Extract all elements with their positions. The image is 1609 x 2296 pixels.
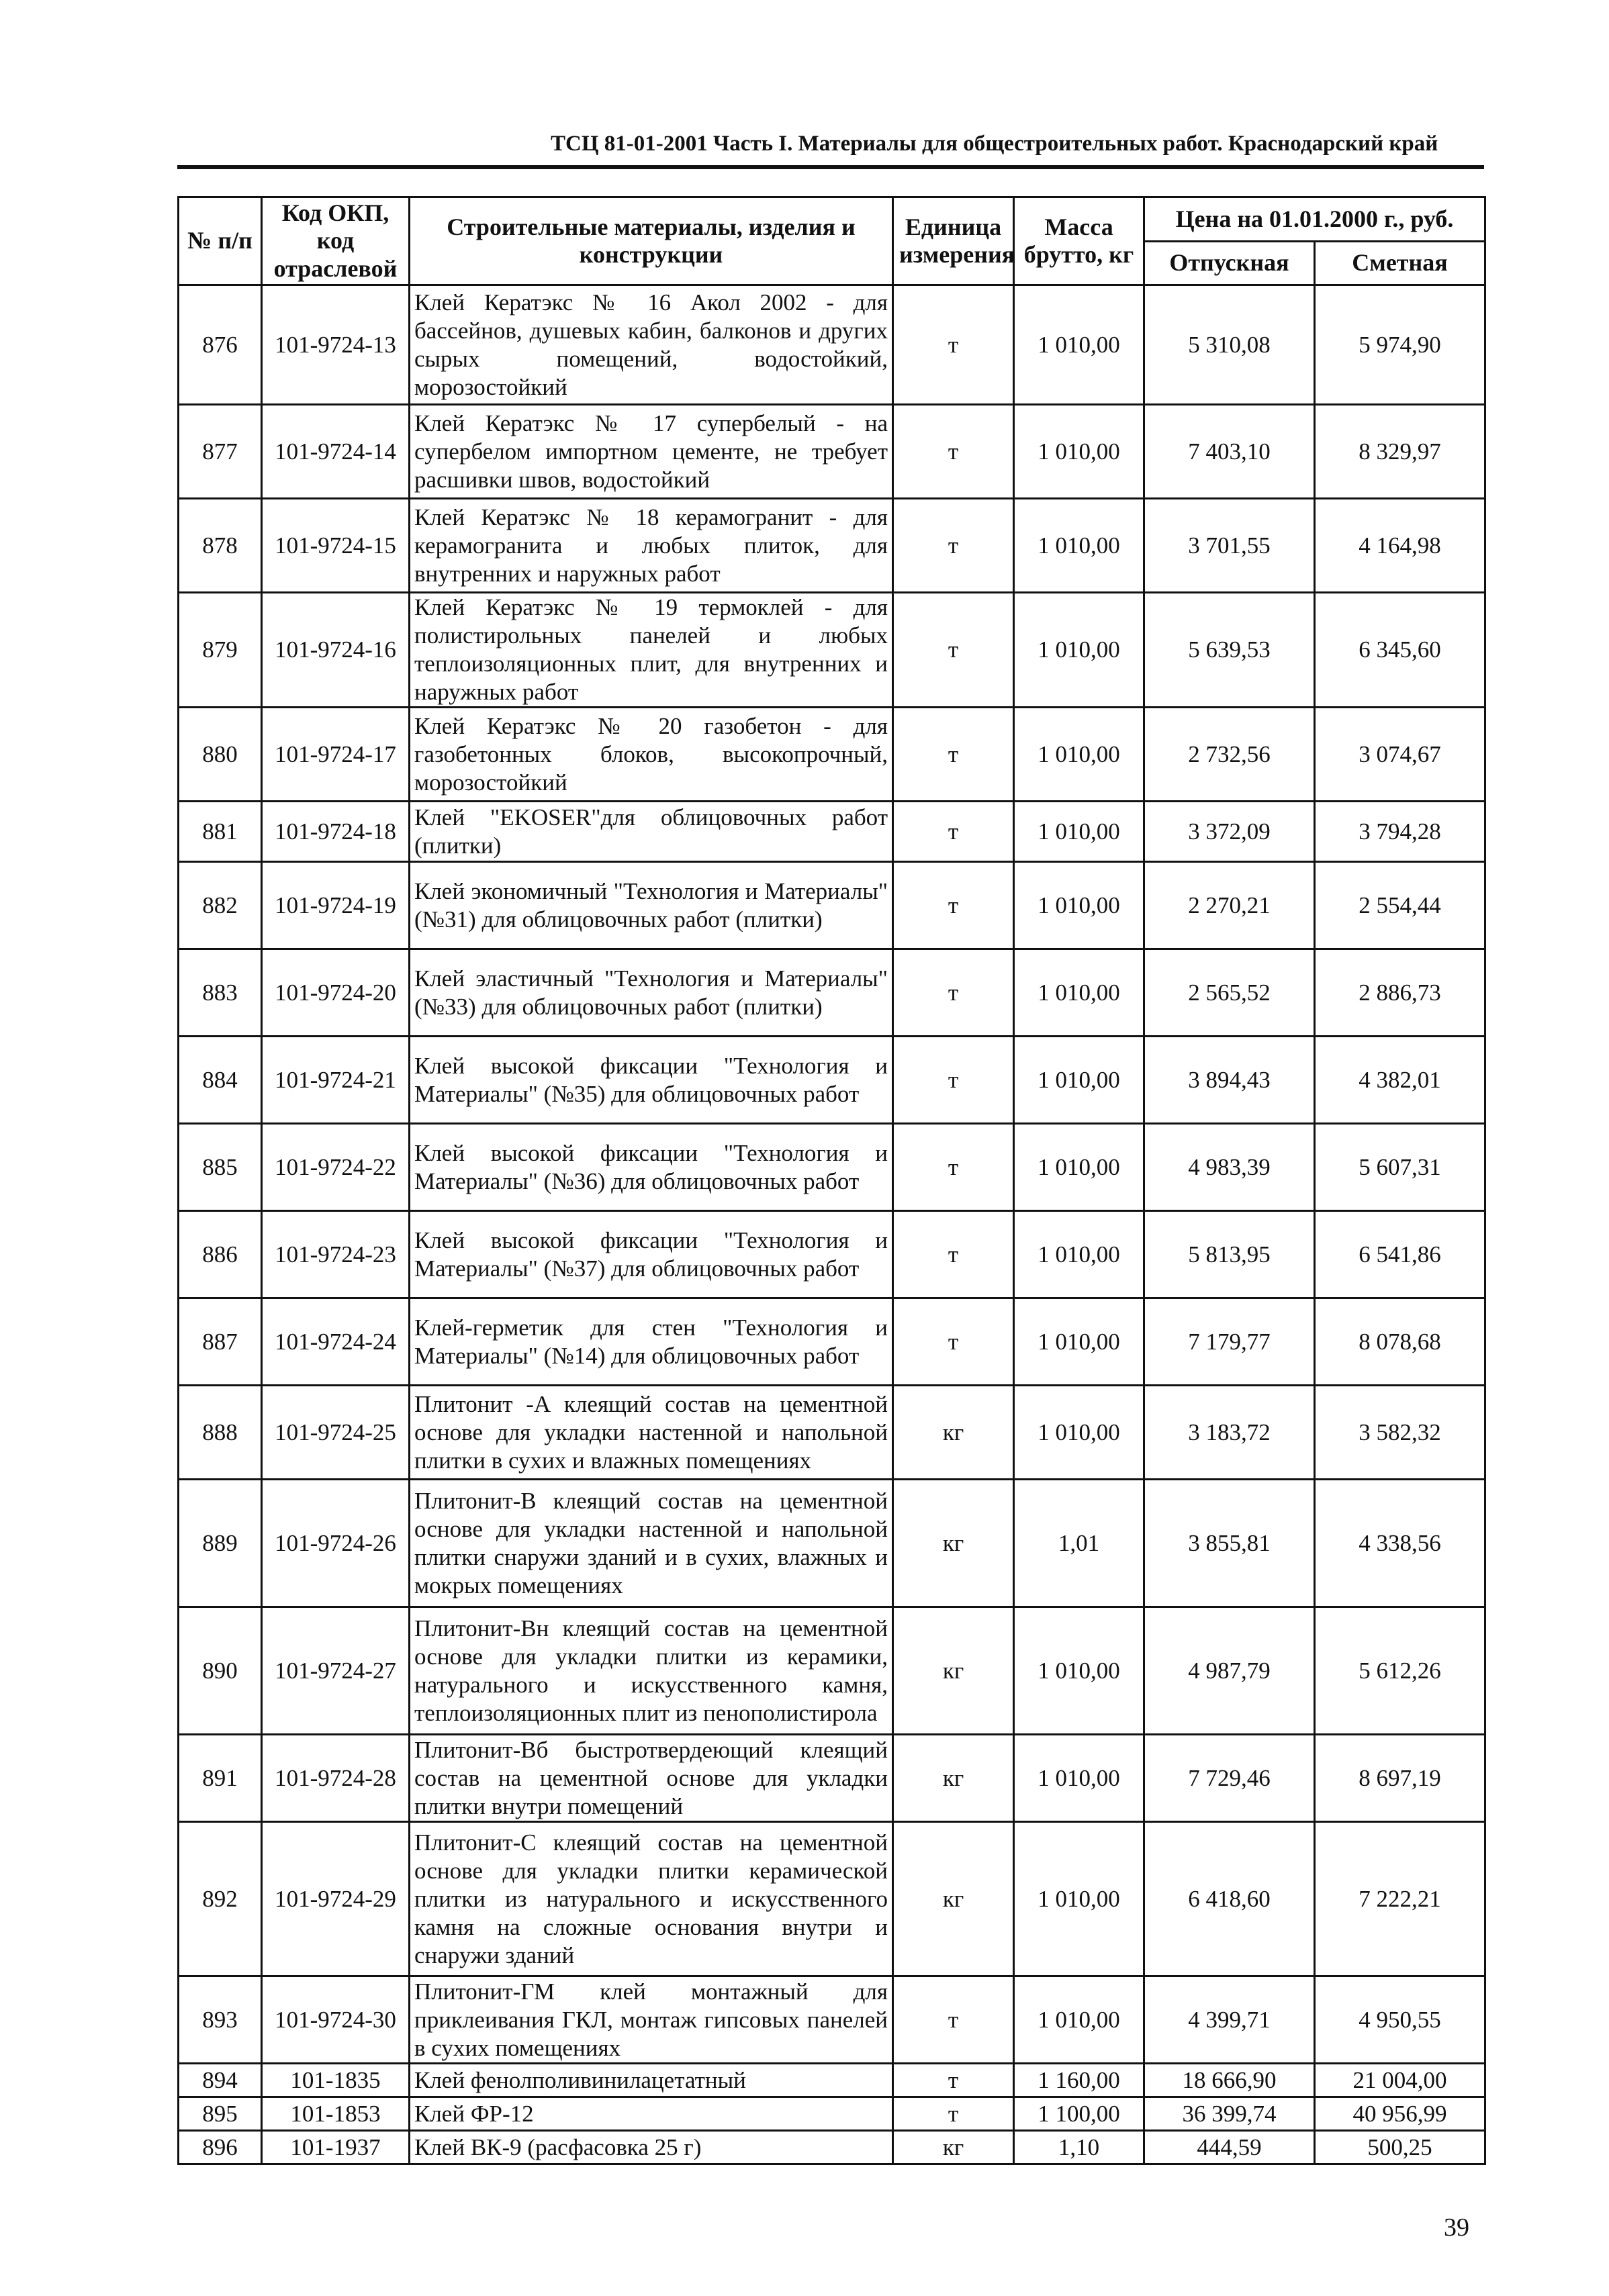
row-code: 101-9724-22 xyxy=(262,1124,410,1211)
row-name: Клей эластичный "Технология и Материалы" (№33) для облицовочных работ (плитки) xyxy=(410,949,893,1037)
row-code: 101-9724-15 xyxy=(262,499,410,593)
row-price-release: 3 183,72 xyxy=(1144,1386,1315,1480)
row-price-estimate: 8 697,19 xyxy=(1315,1735,1485,1822)
row-price-release: 2 565,52 xyxy=(1144,949,1315,1037)
row-price-estimate: 5 974,90 xyxy=(1315,285,1485,405)
row-mass: 1 010,00 xyxy=(1014,1211,1144,1298)
table-row xyxy=(179,1735,1485,1822)
row-code: 101-9724-14 xyxy=(262,405,410,499)
row-number: 884 xyxy=(179,1037,262,1124)
table-row xyxy=(179,1211,1485,1298)
row-number: 893 xyxy=(179,1976,262,2064)
row-unit: кг xyxy=(893,2131,1014,2164)
col-header-code: Код ОКП, код отраслевой xyxy=(262,197,410,285)
row-mass: 1 010,00 xyxy=(1014,405,1144,499)
row-name: Клей ФР-12 xyxy=(410,2097,893,2131)
row-code: 101-9724-16 xyxy=(262,593,410,708)
table-row xyxy=(179,1480,1485,1607)
row-unit: т xyxy=(893,708,1014,802)
row-number: 876 xyxy=(179,285,262,405)
row-mass: 1 010,00 xyxy=(1014,593,1144,708)
row-price-estimate: 5 607,31 xyxy=(1315,1124,1485,1211)
row-price-release: 7 729,46 xyxy=(1144,1735,1315,1822)
table-row xyxy=(179,405,1485,499)
col-header-price-estimate: Сметная xyxy=(1315,241,1485,285)
header-rule xyxy=(177,165,1484,169)
row-mass: 1 160,00 xyxy=(1014,2064,1144,2097)
row-number: 892 xyxy=(179,1822,262,1976)
row-price-estimate: 6 541,86 xyxy=(1315,1211,1485,1298)
table-row xyxy=(179,1298,1485,1386)
row-number: 896 xyxy=(179,2131,262,2164)
row-price-release: 3 894,43 xyxy=(1144,1037,1315,1124)
row-price-release: 2 270,21 xyxy=(1144,862,1315,949)
row-name: Плитонит -А клеящий состав на цементной основе для укладки настенной и напольной плитки в сухих и влажных помещениях xyxy=(410,1386,893,1480)
row-mass: 1 010,00 xyxy=(1014,499,1144,593)
row-code: 101-1937 xyxy=(262,2131,410,2164)
row-code: 101-9724-13 xyxy=(262,285,410,405)
row-unit: кг xyxy=(893,1480,1014,1607)
row-unit: т xyxy=(893,285,1014,405)
row-unit: т xyxy=(893,499,1014,593)
row-number: 888 xyxy=(179,1386,262,1480)
row-number: 882 xyxy=(179,862,262,949)
row-code: 101-9724-29 xyxy=(262,1822,410,1976)
row-code: 101-9724-23 xyxy=(262,1211,410,1298)
row-mass: 1 010,00 xyxy=(1014,1298,1144,1386)
table-row xyxy=(179,1976,1485,2064)
row-price-release: 3 701,55 xyxy=(1144,499,1315,593)
row-price-release: 2 732,56 xyxy=(1144,708,1315,802)
row-price-estimate: 6 345,60 xyxy=(1315,593,1485,708)
row-unit: т xyxy=(893,1211,1014,1298)
row-price-estimate: 3 582,32 xyxy=(1315,1386,1485,1480)
page-header: ТСЦ 81-01-2001 Часть I. Материалы для общестроительных работ. Краснодарский край xyxy=(551,132,1438,156)
row-price-estimate: 7 222,21 xyxy=(1315,1822,1485,1976)
row-code: 101-9724-20 xyxy=(262,949,410,1037)
table-row xyxy=(179,708,1485,802)
row-mass: 1 010,00 xyxy=(1014,285,1144,405)
row-name: Клей фенолполивинилацетатный xyxy=(410,2064,893,2097)
row-price-release: 444,59 xyxy=(1144,2131,1315,2164)
col-header-price-group: Цена на 01.01.2000 г., руб. xyxy=(1144,197,1485,242)
row-price-estimate: 3 794,28 xyxy=(1315,802,1485,862)
row-price-estimate: 2 886,73 xyxy=(1315,949,1485,1037)
row-unit: т xyxy=(893,593,1014,708)
row-unit: кг xyxy=(893,1386,1014,1480)
row-mass: 1 010,00 xyxy=(1014,1735,1144,1822)
row-name: Клей Кератэкс № 20 газобетон - для газобетонных блоков, высокопрочный, морозостойкий xyxy=(410,708,893,802)
row-unit: т xyxy=(893,802,1014,862)
row-code: 101-9724-19 xyxy=(262,862,410,949)
col-header-num: № п/п xyxy=(179,197,262,285)
row-unit: т xyxy=(893,405,1014,499)
row-mass: 1 010,00 xyxy=(1014,1822,1144,1976)
row-number: 883 xyxy=(179,949,262,1037)
row-unit: т xyxy=(893,2097,1014,2131)
row-name: Клей экономичный "Технология и Материалы" (№31) для облицовочных работ (плитки) xyxy=(410,862,893,949)
row-unit: т xyxy=(893,2064,1014,2097)
row-name: Плитонит-Вб быстротвердеющий клеящий состав на цементной основе для укладки плитки внутри помещений xyxy=(410,1735,893,1822)
row-code: 101-9724-24 xyxy=(262,1298,410,1386)
row-name: Клей-герметик для стен "Технология и Материалы" (№14) для облицовочных работ xyxy=(410,1298,893,1386)
row-code: 101-9724-21 xyxy=(262,1037,410,1124)
col-header-unit: Единица измерения xyxy=(893,197,1014,285)
table-row xyxy=(179,2064,1485,2097)
row-price-estimate: 21 004,00 xyxy=(1315,2064,1485,2097)
row-mass: 1 010,00 xyxy=(1014,949,1144,1037)
row-number: 881 xyxy=(179,802,262,862)
row-price-release: 3 372,09 xyxy=(1144,802,1315,862)
row-unit: кг xyxy=(893,1735,1014,1822)
row-code: 101-9724-25 xyxy=(262,1386,410,1480)
row-number: 886 xyxy=(179,1211,262,1298)
row-unit: кг xyxy=(893,1607,1014,1735)
row-number: 879 xyxy=(179,593,262,708)
row-unit: т xyxy=(893,1976,1014,2064)
row-price-estimate: 8 329,97 xyxy=(1315,405,1485,499)
row-unit: т xyxy=(893,862,1014,949)
row-name: Клей Кератэкс № 16 Акол 2002 - для бассейнов, душевых кабин, балконов и других сырых помещений, водостойкий, морозостойкий xyxy=(410,285,893,405)
row-price-estimate: 40 956,99 xyxy=(1315,2097,1485,2131)
row-price-release: 6 418,60 xyxy=(1144,1822,1315,1976)
row-name: Клей Кератэкс № 17 супербелый - на супербелом импортном цементе, не требует расшивки швов, водостойкий xyxy=(410,405,893,499)
row-number: 891 xyxy=(179,1735,262,1822)
row-name: Клей Кератэкс № 18 керамогранит - для керамогранита и любых плиток, для внутренних и наружных работ xyxy=(410,499,893,593)
table-row xyxy=(179,2097,1485,2131)
table-row xyxy=(179,2131,1485,2164)
page-number: 39 xyxy=(1444,2213,1469,2242)
row-number: 877 xyxy=(179,405,262,499)
table-row xyxy=(179,1386,1485,1480)
row-unit: т xyxy=(893,1124,1014,1211)
row-unit: т xyxy=(893,1037,1014,1124)
row-number: 885 xyxy=(179,1124,262,1211)
row-code: 101-9724-18 xyxy=(262,802,410,862)
row-number: 887 xyxy=(179,1298,262,1386)
row-mass: 1 010,00 xyxy=(1014,1037,1144,1124)
row-price-release: 5 813,95 xyxy=(1144,1211,1315,1298)
row-mass: 1,10 xyxy=(1014,2131,1144,2164)
row-mass: 1 010,00 xyxy=(1014,1124,1144,1211)
row-name: Плитонит-С клеящий состав на цементной основе для укладки плитки керамической плитки из натурального и искусственного камня на сложные основания внутри и снаружи зданий xyxy=(410,1822,893,1976)
row-number: 894 xyxy=(179,2064,262,2097)
row-name: Плитонит-ГМ клей монтажный для приклеивания ГКЛ, монтаж гипсовых панелей в сухих помещениях xyxy=(410,1976,893,2064)
col-header-name: Строительные материалы, изделия и конструкции xyxy=(410,197,893,285)
table-row xyxy=(179,285,1485,405)
row-name: Клей ВК-9 (расфасовка 25 г) xyxy=(410,2131,893,2164)
row-name: Клей высокой фиксации "Технология и Материалы" (№36) для облицовочных работ xyxy=(410,1124,893,1211)
row-name: Клей Кератэкс № 19 термоклей - для полистирольных панелей и любых теплоизоляционных плит, для внутренних и наружных работ xyxy=(410,593,893,708)
row-number: 880 xyxy=(179,708,262,802)
row-name: Клей "EKOSER"для облицовочных работ (плитки) xyxy=(410,802,893,862)
row-mass: 1 010,00 xyxy=(1014,862,1144,949)
materials-table xyxy=(177,196,1486,2165)
row-mass: 1 010,00 xyxy=(1014,1386,1144,1480)
row-price-estimate: 5 612,26 xyxy=(1315,1607,1485,1735)
row-name: Плитонит-В клеящий состав на цементной основе для укладки настенной и напольной плитки снаружи зданий и в сухих, влажных и мокрых помещениях xyxy=(410,1480,893,1607)
col-header-price-release: Отпускная xyxy=(1144,241,1315,285)
row-mass: 1 010,00 xyxy=(1014,802,1144,862)
row-price-estimate: 4 338,56 xyxy=(1315,1480,1485,1607)
table-row xyxy=(179,862,1485,949)
row-price-release: 3 855,81 xyxy=(1144,1480,1315,1607)
row-number: 890 xyxy=(179,1607,262,1735)
row-price-estimate: 4 950,55 xyxy=(1315,1976,1485,2064)
row-price-release: 4 399,71 xyxy=(1144,1976,1315,2064)
row-mass: 1 010,00 xyxy=(1014,708,1144,802)
table-row xyxy=(179,1822,1485,1976)
row-code: 101-1835 xyxy=(262,2064,410,2097)
row-price-estimate: 4 164,98 xyxy=(1315,499,1485,593)
table-row xyxy=(179,499,1485,593)
table-row xyxy=(179,1607,1485,1735)
row-unit: кг xyxy=(893,1822,1014,1976)
row-unit: т xyxy=(893,949,1014,1037)
row-price-estimate: 500,25 xyxy=(1315,2131,1485,2164)
row-price-estimate: 3 074,67 xyxy=(1315,708,1485,802)
row-number: 878 xyxy=(179,499,262,593)
row-code: 101-9724-30 xyxy=(262,1976,410,2064)
row-price-estimate: 8 078,68 xyxy=(1315,1298,1485,1386)
row-code: 101-9724-17 xyxy=(262,708,410,802)
row-price-estimate: 4 382,01 xyxy=(1315,1037,1485,1124)
col-header-mass: Масса брутто, кг xyxy=(1014,197,1144,285)
row-price-release: 5 639,53 xyxy=(1144,593,1315,708)
row-mass: 1,01 xyxy=(1014,1480,1144,1607)
row-price-release: 4 983,39 xyxy=(1144,1124,1315,1211)
table-row xyxy=(179,1124,1485,1211)
row-unit: т xyxy=(893,1298,1014,1386)
row-price-release: 7 403,10 xyxy=(1144,405,1315,499)
row-name: Клей высокой фиксации "Технология и Материалы" (№35) для облицовочных работ xyxy=(410,1037,893,1124)
row-name: Плитонит-Вн клеящий состав на цементной основе для укладки плитки из керамики, натурального и искусственного камня, теплоизоляционных плит из пенополистирола xyxy=(410,1607,893,1735)
table-row xyxy=(179,949,1485,1037)
row-mass: 1 100,00 xyxy=(1014,2097,1144,2131)
row-price-release: 18 666,90 xyxy=(1144,2064,1315,2097)
table-row xyxy=(179,802,1485,862)
row-mass: 1 010,00 xyxy=(1014,1607,1144,1735)
row-code: 101-9724-28 xyxy=(262,1735,410,1822)
table-row xyxy=(179,1037,1485,1124)
row-price-estimate: 2 554,44 xyxy=(1315,862,1485,949)
row-code: 101-9724-26 xyxy=(262,1480,410,1607)
row-mass: 1 010,00 xyxy=(1014,1976,1144,2064)
row-number: 889 xyxy=(179,1480,262,1607)
row-code: 101-9724-27 xyxy=(262,1607,410,1735)
row-price-release: 4 987,79 xyxy=(1144,1607,1315,1735)
row-price-release: 7 179,77 xyxy=(1144,1298,1315,1386)
row-code: 101-1853 xyxy=(262,2097,410,2131)
row-number: 895 xyxy=(179,2097,262,2131)
table-row xyxy=(179,593,1485,708)
row-price-release: 5 310,08 xyxy=(1144,285,1315,405)
row-price-release: 36 399,74 xyxy=(1144,2097,1315,2131)
row-name: Клей высокой фиксации "Технология и Материалы" (№37) для облицовочных работ xyxy=(410,1211,893,1298)
